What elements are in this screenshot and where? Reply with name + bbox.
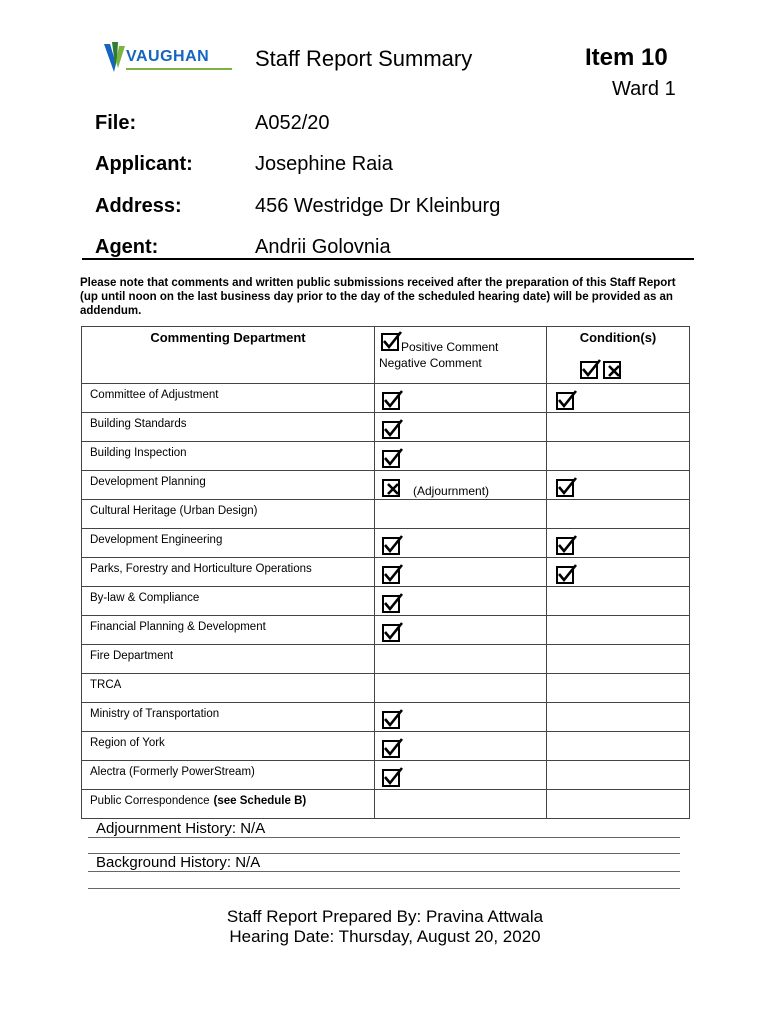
table-row [82, 732, 690, 761]
comment-cell [375, 616, 547, 645]
header-condition-x-icon [603, 361, 621, 379]
dept-name [82, 616, 374, 633]
dept-name-text: Fire Department [90, 650, 174, 662]
dept-cell [82, 645, 375, 674]
prepared-by: Staff Report Prepared By: Pravina Attwala [226, 907, 544, 926]
dept-name [82, 529, 374, 546]
header-positive-comment: Positive Comment [401, 340, 499, 354]
table-row [82, 471, 690, 500]
comment-cell [375, 529, 547, 558]
negative-x-icon [382, 479, 400, 497]
dept-name [82, 761, 374, 778]
dept-cell [82, 616, 375, 645]
dept-name-text: By-law & Compliance [90, 592, 200, 604]
adjournment-history: Adjournment History: N/A [96, 820, 266, 837]
positive-check-icon [382, 711, 400, 729]
dept-name [82, 413, 374, 430]
vaughan-logo [104, 42, 234, 74]
header-negative-comment: Negative Comment [379, 356, 482, 370]
comment-cell [375, 558, 547, 587]
file-value: A052/20 [255, 112, 330, 134]
dept-cell [82, 471, 375, 500]
comment-cell [375, 587, 547, 616]
dept-name [82, 790, 374, 807]
positive-check-icon [382, 566, 400, 584]
table-row [82, 500, 690, 529]
table-row [82, 529, 690, 558]
comment-cell [375, 442, 547, 471]
dept-name-bold: (see Schedule B) [213, 795, 307, 807]
dept-name-text: Region of York [90, 737, 165, 749]
agent-value: Andrii Golovnia [255, 236, 391, 258]
dept-name [82, 442, 374, 459]
address-value: 456 Westridge Dr Kleinburg [255, 195, 501, 217]
dept-cell [82, 703, 375, 732]
applicant-value: Josephine Raia [255, 153, 393, 175]
table-row [82, 645, 690, 674]
dept-name-text: Building Standards [90, 418, 187, 430]
address-label: Address: [95, 195, 182, 217]
history-line-3 [88, 871, 680, 872]
condition-check-icon [556, 566, 574, 584]
comment-cell [375, 761, 547, 790]
condition-cell [547, 616, 690, 645]
table-row [82, 442, 690, 471]
dept-name [82, 384, 374, 401]
applicant-label: Applicant: [95, 153, 193, 175]
dept-name [82, 558, 374, 575]
positive-check-icon [382, 421, 400, 439]
table-row [82, 558, 690, 587]
condition-cell [547, 529, 690, 558]
condition-cell [547, 732, 690, 761]
header-condition-cell [547, 327, 690, 384]
header-condition-check-icon [580, 361, 598, 379]
comment-cell [375, 674, 547, 703]
dept-name-text: Parks, Forestry and Horticulture Operations [90, 563, 312, 575]
dept-cell [82, 413, 375, 442]
comment-cell [375, 703, 547, 732]
comment-cell [375, 471, 547, 500]
dept-cell [82, 442, 375, 471]
header-rule [82, 258, 694, 260]
table-row [82, 587, 690, 616]
table-row [82, 413, 690, 442]
agent-label: Agent: [95, 236, 159, 258]
condition-check-icon [556, 392, 574, 410]
condition-cell [547, 790, 690, 819]
condition-cell [547, 442, 690, 471]
dept-cell [82, 761, 375, 790]
dept-name-text: Financial Planning & Development [90, 621, 266, 633]
dept-name [82, 471, 374, 488]
condition-cell [547, 703, 690, 732]
positive-check-icon [382, 537, 400, 555]
dept-name-text: Committee of Adjustment [90, 389, 219, 401]
item-number: Item 10 [585, 44, 668, 71]
table-row [82, 616, 690, 645]
header-comment-cell [375, 327, 547, 384]
vaughan-v-icon [104, 42, 126, 74]
addendum-note: Please note that comments and written public submissions received after the preparation of this Staff Report (up until noon on the last business day prior to the day of the scheduled hearing date) will be provided as an addendum. [80, 277, 676, 317]
dept-name-text: Public Correspondence [90, 795, 210, 807]
dept-cell [82, 500, 375, 529]
ward-label: Ward 1 [612, 78, 676, 100]
dept-cell [82, 732, 375, 761]
condition-cell [547, 500, 690, 529]
table-row [82, 674, 690, 703]
hearing-date: Hearing Date: Thursday, August 20, 2020 [229, 927, 541, 946]
header-conditions: Condition(s) [579, 330, 657, 345]
table-row [82, 761, 690, 790]
dept-name-text: Development Planning [90, 476, 206, 488]
history-line-4 [88, 888, 680, 889]
page-title: Staff Report Summary [255, 46, 473, 71]
condition-cell [547, 761, 690, 790]
condition-cell [547, 674, 690, 703]
header-check-icon [381, 333, 399, 351]
dept-name-text: Alectra (Formerly PowerStream) [90, 766, 255, 778]
dept-name-text: Development Engineering [90, 534, 223, 546]
positive-check-icon [382, 769, 400, 787]
comment-cell [375, 384, 547, 413]
condition-cell [547, 645, 690, 674]
table-row [82, 790, 690, 819]
comment-cell [375, 500, 547, 529]
header-dept-cell [82, 327, 375, 384]
dept-name [82, 732, 374, 749]
history-line-1 [88, 837, 680, 838]
dept-name [82, 674, 374, 691]
logo-underline [126, 68, 232, 70]
condition-cell [547, 587, 690, 616]
dept-cell [82, 529, 375, 558]
dept-cell [82, 587, 375, 616]
condition-cell [547, 384, 690, 413]
dept-name [82, 703, 374, 720]
dept-name-text: Ministry of Transportation [90, 708, 220, 720]
comments-table [81, 326, 690, 819]
table-header-row [82, 327, 690, 384]
positive-check-icon [382, 624, 400, 642]
dept-cell [82, 558, 375, 587]
dept-name-text: TRCA [90, 679, 122, 691]
background-history: Background History: N/A [96, 854, 261, 871]
condition-cell [547, 471, 690, 500]
condition-cell [547, 558, 690, 587]
header-commenting-department: Commenting Department [150, 330, 306, 345]
condition-check-icon [556, 479, 574, 497]
dept-name [82, 645, 374, 662]
dept-name [82, 587, 374, 604]
file-label: File: [95, 112, 137, 134]
positive-check-icon [382, 740, 400, 758]
positive-check-icon [382, 595, 400, 613]
dept-cell [82, 790, 375, 819]
condition-cell [547, 413, 690, 442]
comment-cell [375, 645, 547, 674]
comment-cell [375, 732, 547, 761]
comment-note: (Adjournment) [413, 484, 490, 498]
dept-name-text: Cultural Heritage (Urban Design) [90, 505, 258, 517]
comment-cell [375, 790, 547, 819]
dept-cell [82, 674, 375, 703]
condition-check-icon [556, 537, 574, 555]
table-row [82, 384, 690, 413]
dept-cell [82, 384, 375, 413]
comment-cell [375, 413, 547, 442]
positive-check-icon [382, 392, 400, 410]
logo-text: VAUGHAN [126, 48, 210, 65]
dept-name-text: Building Inspection [90, 447, 187, 459]
dept-name [82, 500, 374, 517]
positive-check-icon [382, 450, 400, 468]
table-row [82, 703, 690, 732]
